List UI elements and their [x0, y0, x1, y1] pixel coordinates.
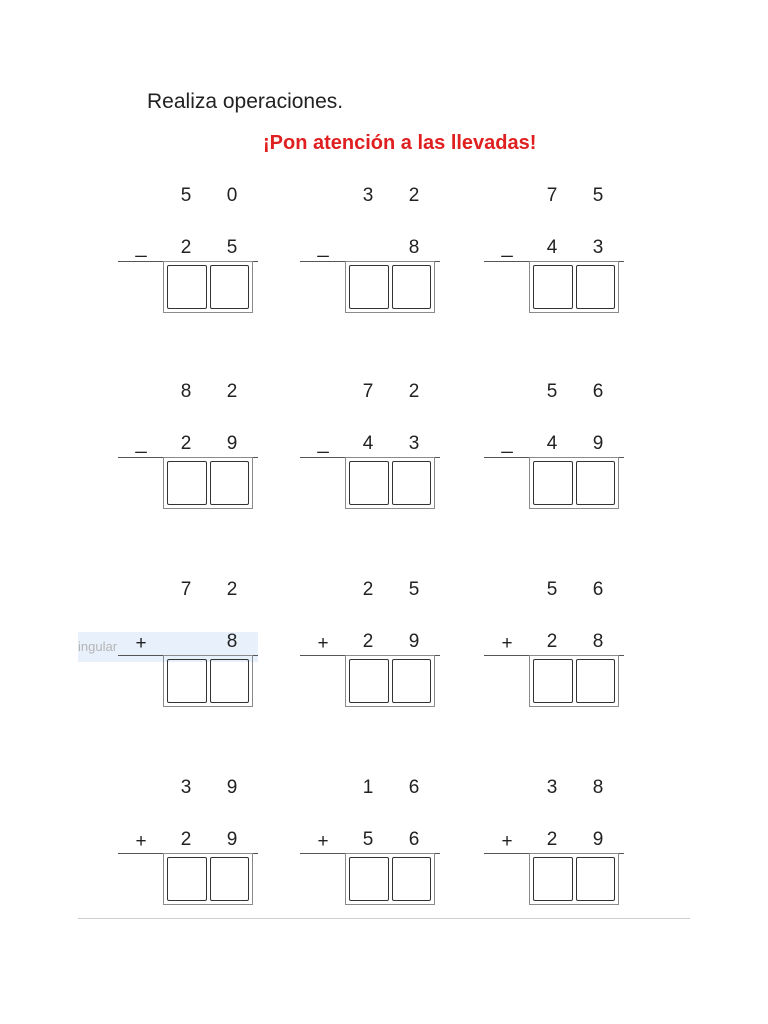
top-digit: 7 [180, 579, 192, 600]
answer-box-group [163, 655, 253, 707]
answer-box-units[interactable] [576, 265, 616, 309]
bottom-digit: 2 [180, 829, 192, 850]
answer-box-tens[interactable] [533, 659, 573, 703]
top-digit: 2 [408, 185, 420, 206]
plus-sign: + [501, 831, 513, 852]
answer-box-group [529, 261, 619, 313]
answer-box-units[interactable] [392, 461, 432, 505]
bottom-digit: 9 [592, 433, 604, 454]
answer-box-units[interactable] [210, 461, 250, 505]
top-digit: 5 [546, 579, 558, 600]
problem-2-2 [300, 380, 440, 490]
problem-3-1 [118, 578, 258, 688]
bottom-digit: 9 [408, 631, 420, 652]
top-digit: 2 [408, 381, 420, 402]
top-digit: 1 [362, 777, 374, 798]
top-digit: 3 [180, 777, 192, 798]
minus-sign: _ [135, 236, 147, 258]
plus-sign: + [135, 633, 147, 654]
bottom-digit: 3 [592, 237, 604, 258]
problem-1-3 [484, 184, 624, 294]
answer-box-units[interactable] [392, 265, 432, 309]
answer-box-group [345, 655, 435, 707]
bottom-digit: 5 [362, 829, 374, 850]
answer-box-units[interactable] [576, 857, 616, 901]
bottom-digit: 6 [408, 829, 420, 850]
problem-1-2 [300, 184, 440, 294]
top-digit: 2 [226, 381, 238, 402]
top-digit: 0 [226, 185, 238, 206]
answer-box-tens[interactable] [533, 857, 573, 901]
top-digit: 5 [180, 185, 192, 206]
plus-sign: + [317, 633, 329, 654]
bottom-digit: 9 [226, 433, 238, 454]
answer-box-units[interactable] [392, 659, 432, 703]
bottom-digit: 3 [408, 433, 420, 454]
page-subtitle: ¡Pon atención a las llevadas! [263, 132, 537, 154]
answer-box-group [163, 261, 253, 313]
problem-4-1 [118, 776, 258, 886]
top-digit: 8 [180, 381, 192, 402]
bottom-digit: 2 [180, 237, 192, 258]
minus-sign: _ [317, 432, 329, 454]
top-digit: 3 [362, 185, 374, 206]
bottom-digit: 8 [226, 631, 238, 652]
answer-box-group [529, 457, 619, 509]
top-digit: 7 [362, 381, 374, 402]
minus-sign: _ [501, 432, 513, 454]
answer-box-tens[interactable] [349, 857, 389, 901]
problem-1-1 [118, 184, 258, 294]
plus-sign: + [501, 633, 513, 654]
bottom-digit: 2 [180, 433, 192, 454]
answer-box-group [529, 655, 619, 707]
bottom-digit: 2 [546, 631, 558, 652]
answer-box-tens[interactable] [533, 265, 573, 309]
problem-2-1 [118, 380, 258, 490]
top-digit: 6 [592, 381, 604, 402]
top-digit: 5 [592, 185, 604, 206]
minus-sign: _ [501, 236, 513, 258]
answer-box-units[interactable] [392, 857, 432, 901]
top-digit: 9 [226, 777, 238, 798]
bottom-digit: 8 [408, 237, 420, 258]
top-digit: 2 [362, 579, 374, 600]
answer-box-units[interactable] [576, 461, 616, 505]
bottom-digit: 8 [592, 631, 604, 652]
plus-sign: + [317, 831, 329, 852]
answer-box-tens[interactable] [349, 659, 389, 703]
bottom-digit: 9 [226, 829, 238, 850]
top-digit: 2 [226, 579, 238, 600]
problem-3-3 [484, 578, 624, 688]
problem-4-2 [300, 776, 440, 886]
answer-box-group [345, 457, 435, 509]
minus-sign: _ [317, 236, 329, 258]
answer-box-units[interactable] [210, 659, 250, 703]
answer-box-group [163, 853, 253, 905]
answer-box-tens[interactable] [533, 461, 573, 505]
problem-4-3 [484, 776, 624, 886]
answer-box-group [163, 457, 253, 509]
bottom-divider [78, 918, 690, 919]
answer-box-units[interactable] [576, 659, 616, 703]
answer-box-group [529, 853, 619, 905]
answer-box-group [345, 853, 435, 905]
top-digit: 5 [546, 381, 558, 402]
answer-box-units[interactable] [210, 857, 250, 901]
top-digit: 6 [408, 777, 420, 798]
ghost-label: ingular [78, 639, 118, 654]
answer-box-tens[interactable] [167, 857, 207, 901]
bottom-digit: 5 [226, 237, 238, 258]
bottom-digit: 4 [362, 433, 374, 454]
top-digit: 3 [546, 777, 558, 798]
top-digit: 8 [592, 777, 604, 798]
problem-2-3 [484, 380, 624, 490]
bottom-digit: 4 [546, 433, 558, 454]
bottom-digit: 9 [592, 829, 604, 850]
top-digit: 5 [408, 579, 420, 600]
top-digit: 7 [546, 185, 558, 206]
answer-box-tens[interactable] [167, 659, 207, 703]
answer-box-tens[interactable] [349, 461, 389, 505]
minus-sign: _ [135, 432, 147, 454]
bottom-digit: 2 [362, 631, 374, 652]
page-title: Realiza operaciones. [147, 90, 344, 113]
answer-box-units[interactable] [210, 265, 250, 309]
answer-box-tens[interactable] [167, 461, 207, 505]
answer-box-tens[interactable] [349, 265, 389, 309]
bottom-digit: 2 [546, 829, 558, 850]
bottom-digit: 4 [546, 237, 558, 258]
answer-box-tens[interactable] [167, 265, 207, 309]
problem-3-2 [300, 578, 440, 688]
plus-sign: + [135, 831, 147, 852]
top-digit: 6 [592, 579, 604, 600]
answer-box-group [345, 261, 435, 313]
